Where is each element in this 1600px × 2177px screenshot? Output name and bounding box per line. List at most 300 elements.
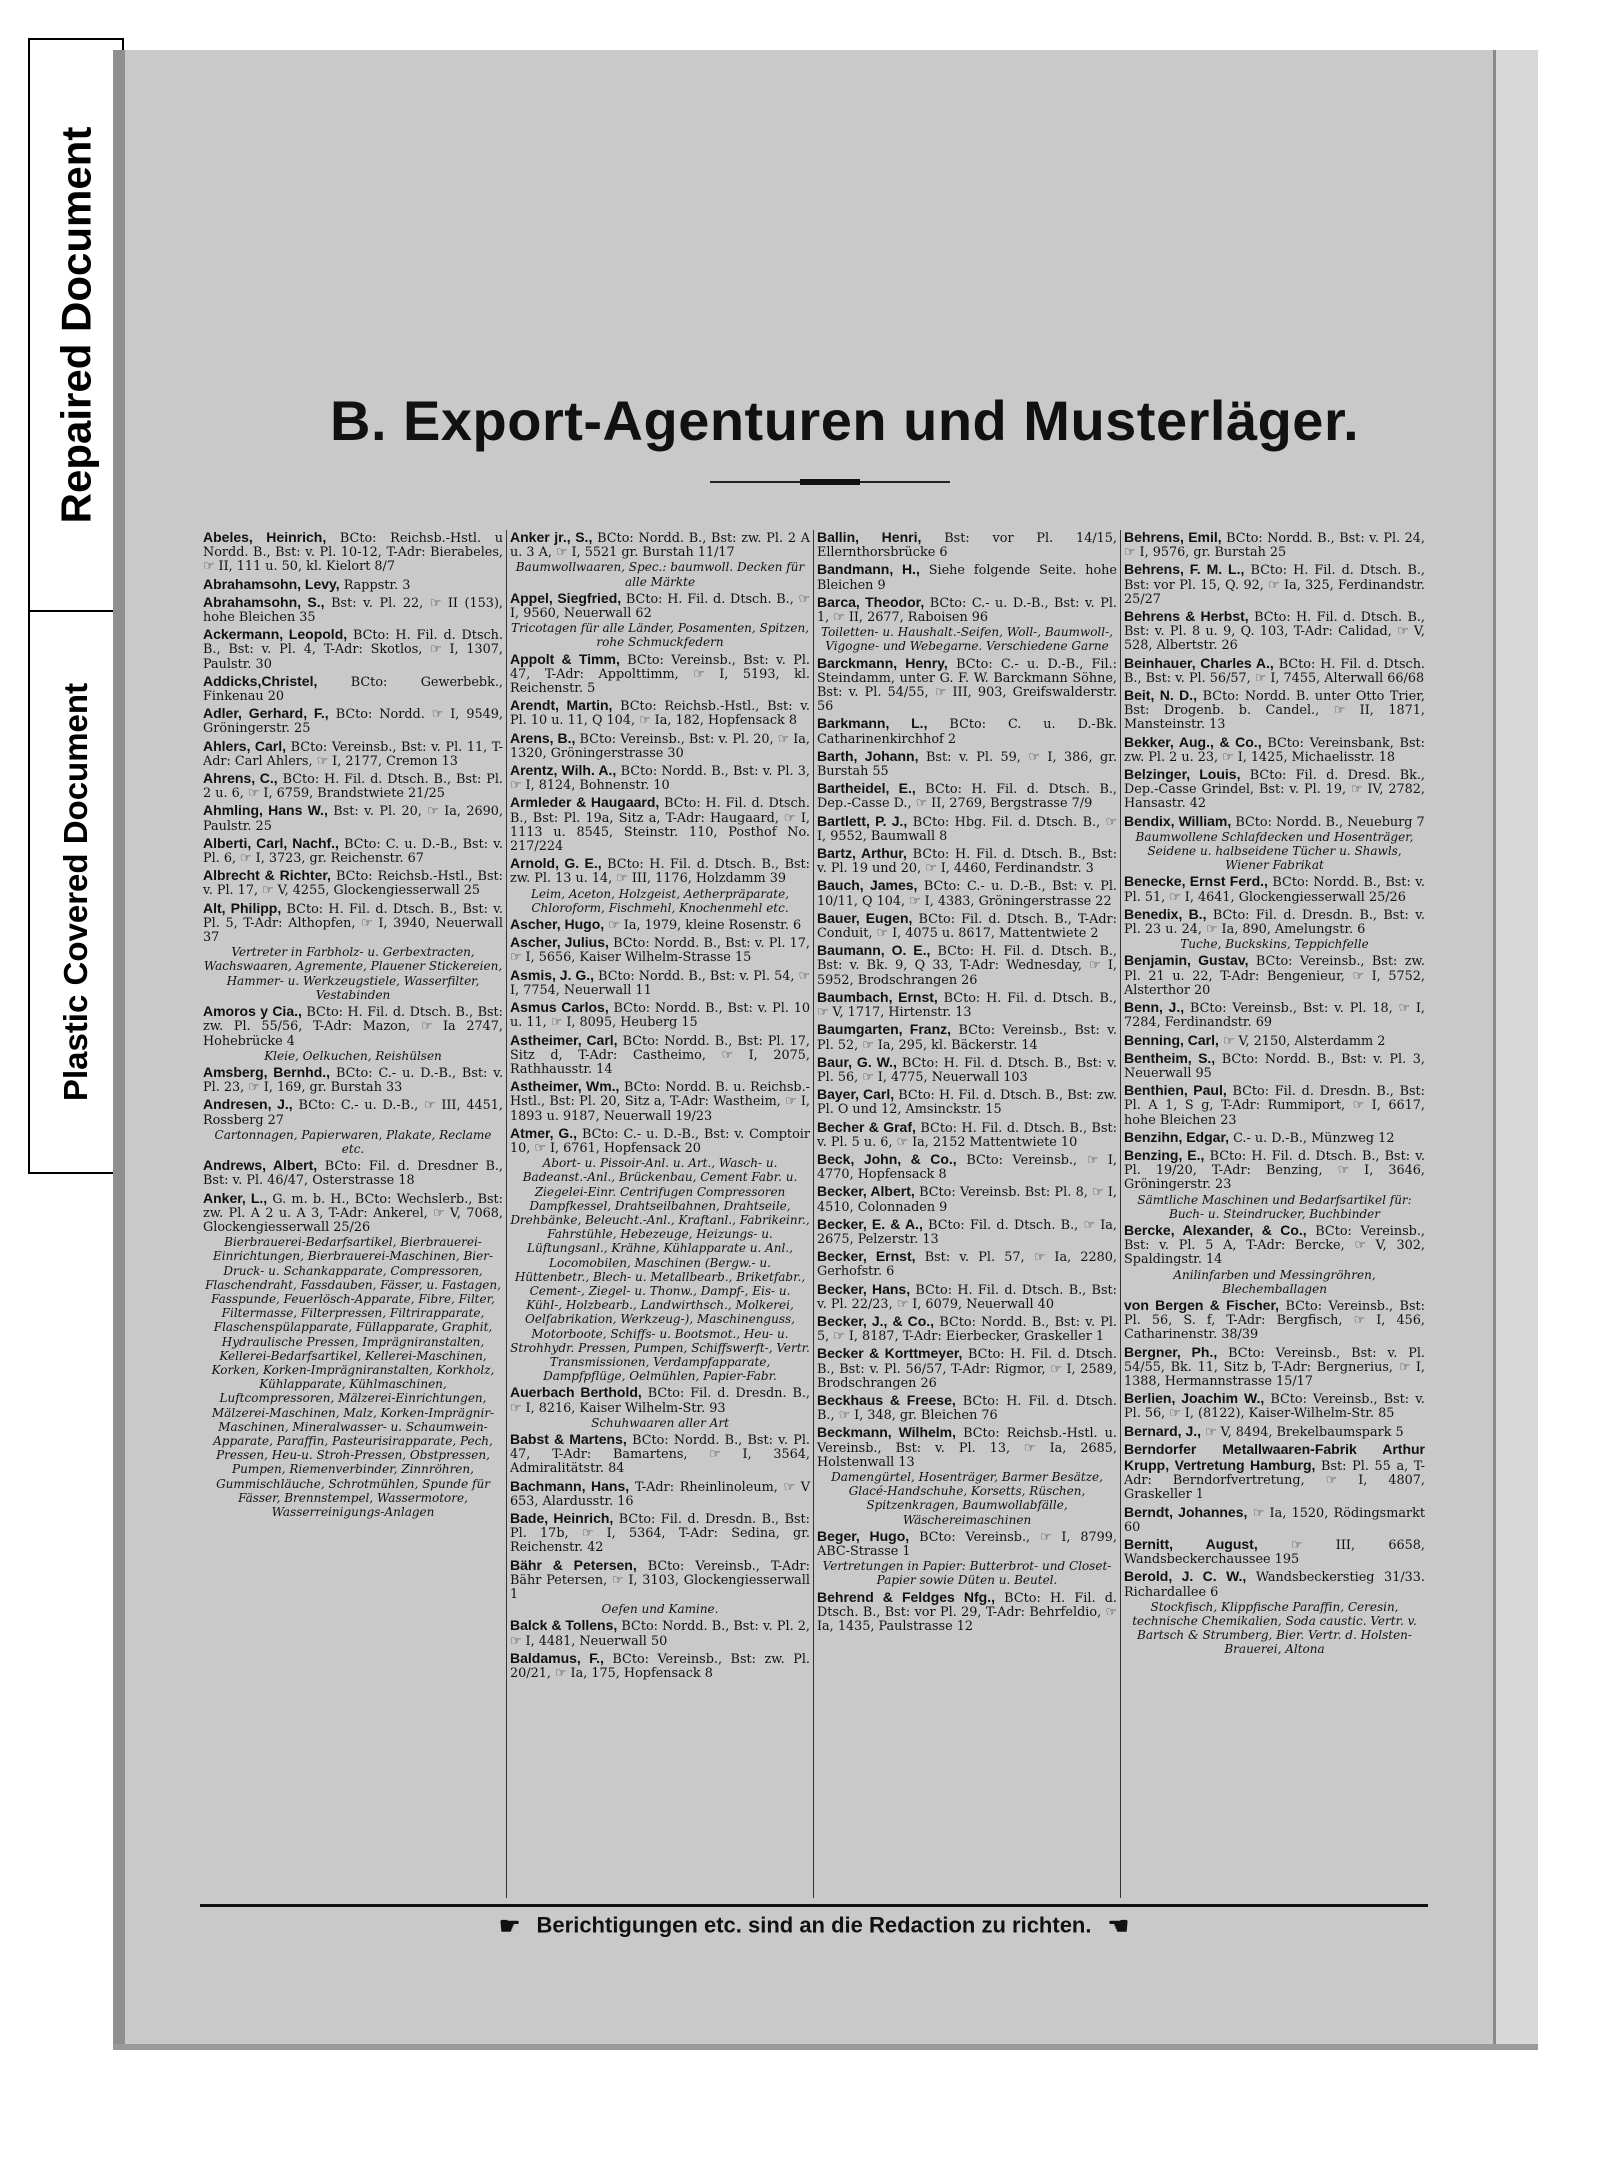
entry-name: Abrahamsohn, Levy, <box>203 575 340 592</box>
entry-note: Stockfisch, Klippfische Paraffin, Ceresin, technische Chemikalien, Soda caustic. Vertr. v. Bartsch & Strumberg, Bier. Vertr. d. Holsten-Brauerei, Altona <box>1132 1599 1417 1657</box>
directory-entry <box>1124 1537 1425 1567</box>
entry-detail: BCto: Nordd. ☞ I, 9549, Gröningerstr. 25 <box>203 707 503 737</box>
entry-note: Sämtliche Maschinen und Bedarfsartikel für: Buch- u. Steindrucker, Buchbinder <box>1137 1192 1412 1221</box>
entry-detail: BCto: Nordd. B., Bst: v. Pl. 17, ☞ I, 5656, Kaiser Wilhelm-Strasse 15 <box>510 936 810 966</box>
entry-name: Appolt & Timm, <box>510 650 620 667</box>
entry-name: Barca, Theodor, <box>817 593 925 610</box>
entry-detail: BCto: Vereinsbank, Bst: zw. Pl. 2 u. 23, ☞ I, 1425, Michaelisstr. 18 <box>1124 735 1425 765</box>
directory-entry <box>817 1529 1117 1588</box>
entry-note: Cartonnagen, Papierwaren, Plakate, Reclame etc. <box>214 1127 492 1156</box>
directory-entry <box>203 577 503 593</box>
directory-entry <box>817 1217 1117 1247</box>
entry-name: Auerbach Berthold, <box>510 1384 642 1401</box>
entry-detail: BCto: Fil. d. Dresdn. B., Bst: Pl. 17b, ☞ I, 5364, T-Adr: Sedina, gr. Reichenstr. 42 <box>510 1512 810 1556</box>
entry-detail: BCto: Vereinsb., ☞ I, 4770, Hopfensack 8 <box>817 1152 1117 1183</box>
entry-note: Bierbrauerei-Bedarfsartikel, Bierbrauerei-Einrichtungen, Bierbrauerei-Maschinen, Bier-Druck- u. Schankapparate, Compressoren, Flaschendraht, Fassdauben, Fässer, u. Fastagen, Fasspunde, Feuerlösch-Apparate, Fibre, Filter, Filtermasse, Filterpressen, Filtrirapparate, Flaschenspülapparate, Füllapparate, Graphit, Hydraulische Pressen, Imprägniranstalten, Kellerei-Bedarfsartikel, Kellerei-Maschinen, Korken, Korken-Imprägniranstalten, Korkholz, Kühlapparate, Kühlmaschinen, Luftcompressoren, Mälzerei-Einrichtungen, Mälzerei-Maschinen, Malz, Korken-Imprägnir-Maschinen, Mineralwasser- u. Schaumwein-Apparate, Paraffin, Pasteurisirapparate, Pech, Pressen, Heu-u. Stroh-Pressen, Obstpressen, Pumpen, Riemenverbinder, Zinnröhren, Gummischläuche, Schrotmühlen, Spunde für Fässer, Brennstempel, Wassermotore, Wasserreinigungs-Anlagen <box>205 1235 501 1519</box>
entry-detail: BCto: Fil. d. Dresdn. B., ☞ I, 8216, Kaiser Wilhelm-Str. 93 <box>510 1386 810 1416</box>
entry-name: Ballin, Henri, <box>817 530 922 545</box>
plastic-covered-document-tab <box>28 610 124 1174</box>
entry-name: Bauch, James, <box>817 877 918 894</box>
entry-detail: BCto: H. Fil. d. Dtsch. B., ☞ V, 1717, Hirtenstr. 13 <box>817 990 1117 1021</box>
directory-entry <box>817 1120 1117 1150</box>
entry-name: Abeles, Heinrich, <box>203 530 327 545</box>
entry-name: Barckmann, Henry, <box>817 654 948 671</box>
directory-entry <box>510 1651 810 1681</box>
entry-detail: BCto: C.- u. D.-B., Bst: v. Pl. 10/11, Q 104, ☞ I, 4383, Gröningerstrasse 22 <box>817 879 1117 909</box>
entry-name: Baur, G. W., <box>817 1053 897 1070</box>
entry-name: Belzinger, Louis, <box>1124 766 1241 783</box>
directory-entry <box>203 1004 503 1063</box>
directory-entry <box>817 1087 1117 1117</box>
directory-entry <box>1124 562 1425 607</box>
directory-entry <box>203 1158 503 1188</box>
entry-name: Becker, Albert, <box>817 1183 915 1200</box>
directory-entry <box>510 1618 810 1648</box>
directory-entry <box>203 803 503 833</box>
entry-detail: ☞ Ia, 1979, kleine Rosenstr. 6 <box>608 918 802 934</box>
column-2 <box>507 530 814 1898</box>
entry-detail: ☞ V, 8494, Brekelbaumspark 5 <box>1205 1424 1404 1440</box>
directory-entry <box>1124 874 1425 904</box>
entry-detail: BCto: H. Fil. d. Dtsch. B., Bst: vor Pl. 29, T-Adr: Behrfeldio, ☞ Ia, 1435, Paulstrasse 12 <box>817 1590 1117 1635</box>
entry-detail: BCto: Vereinsb., Bst: zw. Pl. 20/21, ☞ Ia, 175, Hopfensack 8 <box>510 1651 810 1682</box>
entry-name: Arnold, G. E., <box>510 855 602 872</box>
column-4 <box>1121 530 1428 1898</box>
entry-name: Asmis, J. G., <box>510 966 595 983</box>
directory-entry <box>1124 1148 1425 1221</box>
entry-name: Anker jr., S., <box>510 530 593 545</box>
entry-detail: BCto: Nordd. B., Bst: zw. Pl. 2 A u. 3 A, ☞ I, 5521 gr. Burstah 11/17 <box>510 531 810 561</box>
entry-name: Alt, Philipp, <box>203 899 282 916</box>
entry-detail: BCto: C.- u. D.-B., Bst: v. Comptoir 10, ☞ I, 6761, Hopfensack 20 <box>510 1126 810 1156</box>
entry-note: Vertreter in Farbholz- u. Gerbextracten, Wachswaaren, Agremente, Plauener Stickereien, Hammer- u. Werkzeugstiele, Wasserfilter, Vestabinden <box>203 945 503 1002</box>
directory-entry <box>817 1184 1117 1214</box>
entry-name: Balck & Tollens, <box>510 1617 618 1634</box>
entry-detail: BCto: Fil. d. Dresdn. B., Bst: Pl. A 1, S g, T-Adr: Rummiport, ☞ I, 6617, hohe Bleichen 23 <box>1124 1084 1425 1128</box>
entry-name: Bernitt, August, <box>1124 1536 1258 1552</box>
directory-entry <box>1124 1130 1425 1146</box>
entry-name: Benecke, Ernst Ferd., <box>1124 873 1268 890</box>
entry-name: Armleder & Haugaard, <box>510 794 660 811</box>
entry-detail: BCto: H. Fil. d. Dtsch. B., Bst: v. Pl. 8 u. 9, Q. 103, T-Adr: Calidad, ☞ V, 528, Albertstr. 26 <box>1124 610 1425 654</box>
entry-name: Berndt, Johannes, <box>1124 1503 1248 1520</box>
directory-entry <box>1124 1424 1425 1440</box>
entry-name: Benjamin, Gustav, <box>1124 952 1249 969</box>
entry-note: Baumwollwaaren, Spec.: baumwoll. Decken für alle Märkte <box>515 560 805 589</box>
entry-detail: BCto: H. Fil. d. Dtsch. B., Bst: zw. Pl. 13 u. 14, ☞ III, 1176, Holzdamm 39 <box>510 857 810 887</box>
directory-entry <box>510 763 810 793</box>
directory-entry <box>817 846 1117 876</box>
directory-entry <box>817 911 1117 941</box>
entry-detail: BCto: H. Fil. d. Dtsch. B., Dep.-Casse D., ☞ II, 2769, Bergstrasse 7/9 <box>817 782 1117 812</box>
entry-detail: BCto: C. u. D.-B., Bst: v. Pl. 6, ☞ I, 3723, gr. Reichenstr. 67 <box>203 836 503 867</box>
entry-name: Benedix, B., <box>1124 905 1207 922</box>
directory-entry <box>510 935 810 965</box>
entry-detail: BCto: H. Fil. d. Dtsch. B., Bst: v. Pl. 22/23, ☞ I, 6079, Neuerwall 40 <box>817 1282 1117 1312</box>
entry-detail: BCto: Nordd. B., Bst: Pl. 17, Sitz d, T-Adr: Castheimo, ☞ I, 2075, Rathhausstr. 14 <box>510 1033 810 1077</box>
entry-detail: BCto: Nordd. B., Bst: v. Pl. 47, T-Adr: Bamartens, ☞ I, 3564, Admiralitätstr. 84 <box>510 1432 811 1477</box>
entry-name: Benning, Carl, <box>1124 1031 1219 1048</box>
directory-entry <box>510 1033 810 1078</box>
entry-name: Abrahamsohn, S., <box>203 593 325 610</box>
directory-entry <box>510 856 810 915</box>
entry-detail: Siehe folgende Seite. hohe Bleichen 9 <box>817 563 1117 593</box>
entry-name: Bayer, Carl, <box>817 1086 895 1103</box>
repaired-document-tab <box>28 38 124 611</box>
entry-detail: Bst: Pl. 55 a, T-Adr: Berndorfvertretung, ☞ I, 4807, Graskeller 1 <box>1124 1458 1425 1503</box>
entry-detail: BCto: H. Fil. d. Dtsch. B., Bst: v. Bk. 9, Q 33, T-Adr: Wednesday, ☞ I, 5952, Brodschrangen 26 <box>817 944 1117 988</box>
entry-name: Bartheidel, E., <box>817 780 916 797</box>
entry-note: Vertretungen in Papier: Butterbrot- und Closet-Papier sowie Düten u. Beutel. <box>822 1559 1112 1588</box>
entry-note: Anilinfarben und Messingröhren, Blechemballagen <box>1173 1267 1376 1296</box>
entry-detail: BCto: H. Fil. d. Dtsch. B., Bst: Pl. 19a, Sitz a, T-Adr: Haugaard, ☞ I, 1113 u. 8545, Steinstr. 110, Posthof No. 217/224 <box>510 796 810 855</box>
entry-detail: BCto: Vereinsb., Bst: v. Pl. 5 A, T-Adr: Bercke, ☞ V, 302, Spaldingstr. 14 <box>1124 1223 1426 1268</box>
entry-name: von Bergen & Fischer, <box>1124 1296 1280 1313</box>
entry-name: Ahlers, Carl, <box>203 737 287 754</box>
directory-entry <box>510 795 810 854</box>
entry-name: Baumgarten, Franz, <box>817 1021 952 1038</box>
entry-name: Astheimer, Carl, <box>510 1031 618 1048</box>
entry-detail: BCto: C. u. D.-Bk. Catharinenkirchhof 2 <box>817 717 1117 747</box>
directory-entry <box>1124 907 1425 952</box>
entry-detail: BCto: H. Fil. d. Dtsch. B., Bst: vor Pl. 15, Q. 92, ☞ Ia, 325, Ferdinandstr. 25/27 <box>1124 563 1425 607</box>
directory-entry <box>817 943 1117 988</box>
entry-name: Baumbach, Ernst, <box>817 988 938 1005</box>
entry-name: Bähr & Petersen, <box>510 1556 637 1573</box>
directory-entry <box>510 530 810 589</box>
directory-entry <box>817 562 1117 592</box>
repaired-document-label: Repaired Document <box>52 126 99 524</box>
entry-name: Barkmann, L., <box>817 715 928 732</box>
entry-detail: BCto: Vereinsb., Bst: v. Pl. 20, ☞ Ia, 1320, Gröningerstrasse 30 <box>510 731 810 761</box>
entry-name: Bendix, William, <box>1124 812 1232 829</box>
directory-entry <box>203 836 503 866</box>
entry-detail: BCto: Reichsb.-Hstl. u Nordd. B., Bst: v. Pl. 10-12, T-Adr: Bierabeles, ☞ II, 111 u. 50, kl. Kielort 8/7 <box>203 531 503 575</box>
entry-name: Beckhaus & Freese, <box>817 1391 956 1408</box>
entry-name: Becher & Graf, <box>817 1118 916 1135</box>
entry-detail: BCto: H. Fil. d. Dtsch. B., Bst: Pl. 2 u. 6, ☞ I, 6759, Brandstwiete 21/25 <box>203 772 503 802</box>
directory-entry <box>510 1432 810 1477</box>
entry-name: Bernard, J., <box>1124 1422 1202 1439</box>
entry-detail: BCto: H. Fil. d. Dtsch. B., ☞ I, 348, gr. Bleichen 76 <box>817 1393 1117 1424</box>
directory-entry <box>203 1065 503 1095</box>
directory-entry <box>1124 1442 1425 1503</box>
footer-text: Berichtigungen etc. sind an die Redaction zu richten. <box>536 1912 1092 1938</box>
entry-name: Asmus Carlos, <box>510 999 609 1016</box>
entry-detail: BCto: C.- u. D.-B., Bst: v. Pl. 23, ☞ I, 169, gr. Burstah 33 <box>203 1065 504 1096</box>
entry-name: Baldamus, F., <box>510 1649 604 1666</box>
entry-name: Bartz, Arthur, <box>817 845 907 862</box>
entry-name: Bartlett, P. J., <box>817 812 908 829</box>
directory-entry <box>510 1511 810 1556</box>
entry-name: Andresen, J., <box>203 1096 293 1113</box>
directory-columns <box>200 530 1428 1898</box>
entry-detail: Rappstr. 3 <box>343 577 411 593</box>
entry-name: Ahrens, C., <box>203 770 278 787</box>
entry-detail: BCto: Nordd. B., Bst: v. Pl. 2, ☞ I, 4481, Neuerwall 50 <box>510 1619 810 1649</box>
entry-name: Bade, Heinrich, <box>510 1510 614 1526</box>
directory-entry <box>817 878 1117 908</box>
entry-note: Schuhwaaren aller Art <box>591 1415 729 1430</box>
title-rule-center <box>800 479 860 485</box>
entry-note: Oefen und Kamine. <box>601 1602 719 1617</box>
directory-entry <box>817 1425 1117 1526</box>
entry-name: Becker, Ernst, <box>817 1248 916 1265</box>
entry-detail: BCto: Vereinsb., Bst: v. Pl. 54/55, Bk. 11, Sitz b, T-Adr: Bergnerius, ☞ I, 1388, Hermannstrasse 15/17 <box>1124 1345 1425 1389</box>
directory-entry <box>203 1191 503 1520</box>
entry-detail: BCto: H. Fil. d. Dtsch. B., Bst: zw. Pl. O und 12, Amsinckstr. 15 <box>817 1088 1117 1118</box>
entry-name: Benzihn, Edgar, <box>1124 1128 1230 1145</box>
entry-detail: Bst: vor Pl. 14/15, Ellernthorsbrücke 6 <box>817 531 1117 561</box>
entry-name: Ackermann, Leopold, <box>203 626 348 643</box>
entry-detail: ☞ Ia, 1520, Rödingsmarkt 60 <box>1124 1505 1426 1535</box>
entry-detail: BCto: Nordd. B., Bst: v. Pl. 54, ☞ I, 7754, Neuerwall 11 <box>510 968 810 998</box>
pointing-hand-right-icon: ☛ <box>498 1913 521 1940</box>
directory-entry <box>1124 1223 1425 1296</box>
entry-detail: Bst: v. Pl. 57, ☞ Ia, 2280, Gerhofstr. 6 <box>817 1250 1117 1280</box>
directory-entry <box>1124 530 1425 560</box>
entry-name: Alberti, Carl, Nachf., <box>203 834 339 851</box>
directory-entry <box>510 1479 810 1509</box>
directory-entry <box>510 1558 810 1617</box>
entry-detail: G. m. b. H., BCto: Wechslerb., Bst: zw. Pl. A 2 u. A 3, T-Adr: Ankerel, ☞ V, 7068, Glockengiesserwall 25/26 <box>203 1191 503 1235</box>
directory-entry <box>203 530 503 575</box>
entry-detail: BCto: Hbg. Fil. d. Dtsch. B., ☞ I, 9552, Baumwall 8 <box>817 814 1118 844</box>
directory-entry <box>203 771 503 801</box>
entry-detail: Bst: v. Pl. 59, ☞ I, 386, gr. Burstah 55 <box>817 749 1118 780</box>
entry-name: Beit, N. D., <box>1124 687 1198 704</box>
entry-detail: BCto: H. Fil. d. Dtsch. B., Bst: v. Pl. 4, T-Adr: Skotlos, ☞ I, 1307, Paulstr. 30 <box>203 628 503 672</box>
entry-detail: BCto: Nordd. B., Bst: v. Pl. 51, ☞ I, 4641, Glockengiesserwall 25/26 <box>1124 875 1425 905</box>
directory-entry <box>1124 1345 1425 1390</box>
entry-note: Toiletten- u. Haushalt.-Seifen, Woll-, Baumwoll-, Vigogne- und Webegarne. Verschiedene Garne <box>821 625 1113 654</box>
entry-name: Atmer, G., <box>510 1124 577 1141</box>
directory-entry <box>510 1079 810 1124</box>
entry-detail: BCto: Nordd. B., Neueburg 7 <box>1235 814 1425 830</box>
column-1 <box>200 530 507 1898</box>
entry-detail: BCto: H. Fil. d. Dtsch. B., Bst: v. Pl. 56/57, T-Adr: Rigmor, ☞ I, 2589, Brodschrangen 26 <box>817 1347 1117 1391</box>
directory-entry <box>817 1055 1117 1085</box>
entry-detail: BCto: Nordd. B., Bst: v. Pl. 24, ☞ I, 9576, gr. Burstah 25 <box>1124 531 1425 561</box>
entry-detail: BCto: H. Fil. d. Dtsch. B., Bst: v. Pl. 56/57, ☞ I, 7455, Alterwall 66/68 <box>1124 656 1425 686</box>
entry-detail: BCto: H. Fil. d. Dtsch. B., Bst: zw. Pl. 55/56, T-Adr: Mazon, ☞ Ia 2747, Hohebrücke 4 <box>203 1005 503 1049</box>
directory-entry <box>1124 688 1425 733</box>
directory-entry <box>817 1393 1117 1423</box>
entry-detail: BCto: Reichsb.-Hstl., Bst: v. Pl. 10 u. 11, Q 104, ☞ Ia, 182, Hopfensack 8 <box>510 699 810 729</box>
entry-detail: BCto: Vereinsb., T-Adr: Bähr Petersen, ☞ I, 3103, Glockengiesserwall 1 <box>510 1558 810 1603</box>
entry-detail: T-Adr: Rheinlinoleum, ☞ V 653, Alardusstr. 16 <box>510 1479 811 1509</box>
directory-entry <box>817 990 1117 1020</box>
directory-entry <box>817 1314 1117 1344</box>
directory-entry <box>817 1022 1117 1052</box>
entry-detail: BCto: Nordd. B., Bst: v. Pl. 3, Neuerwall 95 <box>1124 1051 1425 1081</box>
entry-name: Baumann, O. E., <box>817 942 931 959</box>
directory-entry <box>510 1126 810 1384</box>
directory-entry <box>203 901 503 1002</box>
directory-entry <box>817 1346 1117 1391</box>
entry-name: Amoros y Cia., <box>203 1003 302 1020</box>
entry-name: Beinhauer, Charles A., <box>1124 654 1274 671</box>
directory-entry <box>203 868 503 898</box>
entry-name: Bauer, Eugen, <box>817 909 913 926</box>
entry-name: Beckmann, Wilhelm, <box>817 1424 957 1441</box>
directory-entry <box>817 749 1117 779</box>
directory-entry <box>1124 767 1425 812</box>
page-bottom-edge <box>113 2044 1538 2050</box>
entry-detail: BCto: H. Fil. d. Dtsch. B., Bst: v. Pl. 5 u. 6, ☞ Ia, 2152 Mattentwiete 10 <box>817 1120 1117 1150</box>
entry-detail: BCto: H. Fil. d. Dtsch. B., ☞ I, 9560, Neuerwall 62 <box>510 591 810 622</box>
entry-detail: BCto: Nordd. B., Bst: v. Pl. 3, ☞ I, 8124, Bohnenstr. 10 <box>510 764 810 794</box>
entry-name: Addicks,Christel, <box>203 672 318 689</box>
entry-name: Benn, J., <box>1124 999 1185 1016</box>
entry-name: Anker, L., <box>203 1189 268 1206</box>
directory-entry <box>1124 1298 1425 1343</box>
entry-name: Adler, Gerhard, F., <box>203 705 329 722</box>
entry-detail: BCto: Vereinsb., Bst: v. Pl. 52, ☞ Ia, 295, kl. Bäckerstr. 14 <box>817 1023 1117 1053</box>
entry-name: Beck, John, & Co., <box>817 1150 957 1167</box>
entry-name: Babst & Martens, <box>510 1430 627 1447</box>
entry-name: Bachmann, Hans, <box>510 1477 630 1494</box>
page-left-shadow <box>113 50 125 2050</box>
directory-entry <box>817 1249 1117 1279</box>
entry-name: Ascher, Julius, <box>510 934 609 951</box>
directory-entry <box>203 627 503 672</box>
directory-entry <box>1124 735 1425 765</box>
page-title: B. Export-Agenturen und Musterläger. <box>330 389 1360 452</box>
directory-entry <box>1124 1391 1425 1421</box>
entry-name: Becker, E. & A., <box>817 1215 923 1232</box>
entry-note: Kleie, Oelkuchen, Reishülsen <box>264 1048 442 1063</box>
directory-entry <box>817 530 1117 560</box>
directory-entry <box>1124 1051 1425 1081</box>
directory-entry <box>1124 609 1425 654</box>
entry-name: Ascher, Hugo, <box>510 916 605 933</box>
entry-detail: BCto: C.- u. D.-B., Fil.: Steindamm, unter G. F. W. Barckmann Söhne, Bst: v. Pl. 54/55, ☞ III, 903, Greifswalderstr. 56 <box>817 656 1117 715</box>
entry-name: Arens, B., <box>510 729 576 746</box>
directory-entry <box>1124 1033 1425 1049</box>
entry-detail: Wandsbeckerstieg 31/33. Richardallee 6 <box>1124 1570 1426 1600</box>
directory-entry <box>1124 1000 1425 1030</box>
directory-entry <box>203 739 503 769</box>
entry-detail: BCto: H. Fil. d. Dtsch. B., Bst: v. Pl. 56, ☞ I, 4775, Neuerwall 103 <box>817 1055 1117 1085</box>
entry-detail: BCto: Vereinsb., Bst: v. Pl. 56, ☞ I, (8122), Kaiser-Wilhelm-Str. 85 <box>1124 1392 1426 1422</box>
directory-entry <box>510 1385 810 1430</box>
entry-name: Bentheim, S., <box>1124 1049 1216 1066</box>
entry-note: Damengürtel, Hosenträger, Barmer Besätze, Glacé-Handschuhe, Korsetts, Rüschen, Spitzenkragen, Baumwollabfälle, Wäschereimaschinen <box>831 1469 1103 1527</box>
entry-name: Astheimer, Wm., <box>510 1078 620 1095</box>
directory-entry <box>817 1152 1117 1182</box>
entry-detail: BCto: C.- u. D.-B., ☞ III, 4451, Rossberg 27 <box>203 1098 503 1128</box>
directory-entry <box>817 656 1117 715</box>
directory-entry <box>817 814 1117 844</box>
entry-name: Berold, J. C. W., <box>1124 1568 1247 1585</box>
entry-name: Becker, Hans, <box>817 1280 911 1297</box>
entry-detail: BCto: Vereinsb., ☞ I, 8799, ABC-Strasse 1 <box>817 1529 1117 1559</box>
directory-entry <box>510 917 810 933</box>
pointing-hand-left-icon: ☚ <box>1107 1913 1130 1940</box>
entry-name: Bercke, Alexander, & Co., <box>1124 1221 1307 1238</box>
entry-name: Bandmann, H., <box>817 561 920 578</box>
entry-detail: BCto: Nordd. B., Bst: v. Pl. 10 u. 11, ☞ I, 8095, Heuberg 15 <box>510 1001 811 1031</box>
entry-detail: BCto: Vereinsb. Bst: Pl. 8, ☞ I, 4510, Colonnaden 9 <box>817 1185 1117 1215</box>
entry-detail: BCto: Reichsb.-Hstl., Bst: v. Pl. 17, ☞ V, 4255, Glockengiesserwall 25 <box>203 869 503 899</box>
directory-entry <box>817 716 1117 746</box>
plastic-covered-document-label: Plastic Covered Document <box>57 682 94 1102</box>
directory-entry <box>1124 1505 1425 1535</box>
entry-detail: Bst: v. Pl. 20, ☞ Ia, 2690, Paulstr. 25 <box>203 804 504 834</box>
directory-entry <box>817 781 1117 811</box>
entry-name: Appel, Siegfried, <box>510 589 622 606</box>
entry-detail: BCto: Vereinsb., Bst: v. Pl. 47, T-Adr: Appolttimm, ☞ I, 5193, kl. Reichenstr. 5 <box>510 652 810 697</box>
entry-detail: C.- u. D.-B., Münzweg 12 <box>1233 1130 1395 1146</box>
entry-name: Benzing, E., <box>1124 1146 1205 1163</box>
entry-detail: ☞ III, 6658, Wandsbeckerchaussee 195 <box>1124 1538 1425 1568</box>
entry-detail: BCto: Nordd. B. unter Otto Trier, Bst: Drogenb. b. Candel., ☞ II, 1871, Mansteinstr. 13 <box>1124 689 1425 733</box>
directory-entry <box>510 968 810 998</box>
entry-detail: BCto: Vereinsb., Bst: v. Pl. 18, ☞ I, 7284, Ferdinandstr. 69 <box>1124 1001 1425 1031</box>
entry-name: Behrens, F. M. L., <box>1124 561 1245 578</box>
directory-entry <box>203 595 503 625</box>
entry-name: Behrend & Feldges Nfg., <box>817 1588 995 1605</box>
entry-detail: ☞ V, 2150, Alsterdamm 2 <box>1222 1033 1386 1049</box>
entry-name: Arentz, Wilh. A., <box>510 762 617 779</box>
entry-name: Becker, J., & Co., <box>817 1312 935 1329</box>
entry-name: Bekker, Aug., & Co., <box>1124 733 1262 750</box>
directory-entry <box>203 674 503 704</box>
entry-detail: BCto: Fil. d. Dresdner B., Bst: v. Pl. 46/47, Osterstrasse 18 <box>203 1159 503 1189</box>
entry-detail: BCto: Fil. d. Dresdn. B., Bst: v. Pl. 23 u. 24, ☞ Ia, 890, Amelungstr. 6 <box>1124 907 1425 938</box>
entry-detail: BCto: Fil. d. Dtsch. B., ☞ Ia, 2675, Pelzerstr. 13 <box>817 1217 1117 1247</box>
entry-note: Abort- u. Pissoir-Anl. u. Art., Wasch- u. Badeanst.-Anl., Brückenbau, Cement Fabr. u. Ziegelei-Einr. Centrifugen Compressoren Dampfkessel, Drahtseilbahnen, Drahtseile, Drehbänke, Beleucht.-Anl., Kraftanl., Fabrikeinr., Fahrstühle, Hebezeuge, Heizungs- u. Lüftungsanl., Krähne, Kühlapparate u. Anl., Locomobilen, Maschinen (Bergw.- u. Hüttenbetr., Blech- u. Metallbearb., Briketfabr., Cement-, Ziegel- u. Thonw., Dampf-, Eis- u. Kühl-, Holzbearb., Landwirthsch., Molkerei, Oelfabrikation, Werkzeug-), Maschinenguss, Motorboote, Schiffs- u. Bootsmot., Heu- u. Strohhydr. Pressen, Pumpen, Schiffswerft-, Vertr. Transmissionen, Verdampfapparate, Dampfpflüge, Oelmühlen, Papier-Fabr. <box>510 1156 810 1384</box>
entry-detail: BCto: Vereinsb., Bst: v. Pl. 11, T-Adr: Carl Ahlers, ☞ I, 2177, Cremon 13 <box>203 739 504 769</box>
directory-entry <box>510 698 810 728</box>
directory-entry <box>1124 814 1425 873</box>
entry-name: Barth, Johann, <box>817 747 919 764</box>
entry-detail: BCto: H. Fil. d. Dtsch. B., Bst: v. Pl. 5, T-Adr: Althopfen, ☞ I, 3940, Neuerwall 37 <box>203 901 503 946</box>
entry-detail: BCto: Vereinsb., Bst: zw. Pl. 21 u. 22, T-Adr: Bengenieur, ☞ I, 5752, Alsterthor 20 <box>1124 954 1425 998</box>
entry-name: Berndorfer Metallwaaren-Fabrik Arthur Krupp, Vertretung Hamburg, <box>1124 1440 1425 1473</box>
entry-name: Ahmling, Hans W., <box>203 802 328 819</box>
directory-entry <box>1124 953 1425 998</box>
directory-entry <box>203 706 503 736</box>
directory-entry <box>510 1000 810 1030</box>
entry-note: Baumwollene Schlafdecken und Hosenträger, Seidene u. halbseidene Tücher u. Shawls, Wiener Fabrikat <box>1135 829 1414 873</box>
entry-detail: BCto: Reichsb.-Hstl. u. Vereinsb., Bst: v. Pl. 13, ☞ Ia, 2685, Holstenwall 13 <box>817 1426 1117 1470</box>
bottom-rule <box>200 1904 1428 1907</box>
entry-name: Behrens & Herbst, <box>1124 608 1249 625</box>
entry-note: Tricotagen für alle Länder, Posamenten, Spitzen, rohe Schmuckfedern <box>510 621 810 650</box>
directory-entry <box>817 1590 1117 1635</box>
entry-name: Becker & Korttmeyer, <box>817 1345 963 1362</box>
page-right-edge <box>1493 50 1538 2050</box>
entry-detail: BCto: Vereinsb., Bst: Pl. 56, S. f, T-Adr: Bergfisch, ☞ I, 456, Catharinenstr. 38/39 <box>1124 1298 1425 1343</box>
column-3 <box>814 530 1121 1898</box>
entry-name: Behrens, Emil, <box>1124 530 1222 545</box>
entry-detail: BCto: Nordd. B. u. Reichsb.-Hstl., Bst: Pl. 20, Sitz a, T-Adr: Wastheim, ☞ I, 1893 u. 9187, Neuerwall 19/23 <box>510 1080 810 1124</box>
entry-name: Bergner, Ph., <box>1124 1343 1218 1360</box>
entry-detail: BCto: C.- u. D.-B., Bst: v. Pl. 1, ☞ II, 2677, Raboisen 96 <box>817 595 1117 626</box>
entry-name: Arendt, Martin, <box>510 697 613 714</box>
directory-entry <box>1124 1569 1425 1656</box>
directory-entry <box>510 731 810 761</box>
footer-notice <box>200 1912 1428 1941</box>
entry-detail: BCto: Nordd. B., Bst: v. Pl. 5, ☞ I, 8187, T-Adr: Eierbecker, Graskeller 1 <box>817 1314 1117 1345</box>
entry-detail: BCto: H. Fil. d. Dtsch. B., Bst: v. Pl. 19/20, T-Adr: Benzing, ☞ I, 3646, Gröningerstr. 23 <box>1124 1148 1425 1193</box>
directory-entry <box>1124 1083 1425 1128</box>
entry-name: Andrews, Albert, <box>203 1157 318 1174</box>
entry-name: Berlien, Joachim W., <box>1124 1390 1265 1407</box>
entry-name: Beger, Hugo, <box>817 1527 910 1544</box>
